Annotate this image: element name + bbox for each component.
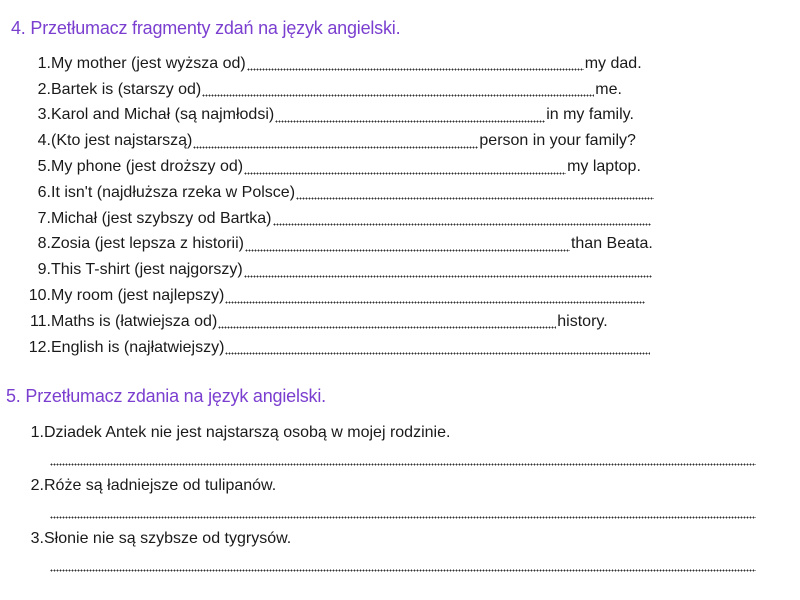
item-ending: my dad. bbox=[584, 54, 642, 72]
list-item bbox=[25, 180, 705, 206]
item-prompt: This T-shirt (jest najgorszy) bbox=[51, 261, 243, 279]
list-item bbox=[25, 51, 705, 77]
answer-blank[interactable] bbox=[245, 237, 570, 252]
item-number: 2. bbox=[37, 80, 51, 98]
item-number: 2. bbox=[30, 477, 44, 494]
answer-blank[interactable] bbox=[273, 211, 651, 226]
item-number: 12. bbox=[28, 338, 51, 356]
answer-blank[interactable] bbox=[225, 289, 645, 304]
item-number: 9. bbox=[37, 261, 51, 279]
item-prompt: Maths is (łatwiejsza od) bbox=[51, 312, 218, 330]
list-item bbox=[25, 128, 705, 154]
list-item bbox=[25, 283, 705, 309]
answer-blank[interactable] bbox=[244, 263, 652, 278]
item-number: 11. bbox=[29, 312, 51, 330]
sentence-text: Dziadek Antek nie jest najstarszą osobą w mojej rodzinie. bbox=[44, 424, 451, 441]
item-prompt: It isn't (najdłuższa rzeka w Polsce) bbox=[51, 183, 296, 201]
item-number: 3. bbox=[30, 530, 44, 547]
answer-blank[interactable] bbox=[202, 82, 594, 97]
list-item bbox=[25, 103, 705, 129]
item-prompt: My phone (jest droższy od) bbox=[51, 158, 244, 176]
item-ending: my laptop. bbox=[567, 158, 641, 176]
item-number: 7. bbox=[37, 209, 51, 227]
item-ending: me. bbox=[595, 80, 622, 98]
answer-line[interactable] bbox=[50, 568, 756, 572]
list-item bbox=[25, 77, 705, 103]
list-item bbox=[25, 206, 705, 232]
item-prompt: (Kto jest najstarszą) bbox=[51, 132, 193, 150]
item-prompt: English is (najłatwiejszy) bbox=[51, 338, 225, 356]
answer-blank[interactable] bbox=[296, 185, 654, 200]
item-ending: than Beata. bbox=[570, 235, 653, 253]
answer-blank[interactable] bbox=[218, 314, 556, 329]
item-ending: history. bbox=[557, 312, 608, 330]
item-number: 6. bbox=[37, 183, 51, 201]
sentence-text: Słonie nie są szybsze od tygrysów. bbox=[44, 530, 292, 547]
item-prompt: Bartek is (starszy od) bbox=[51, 80, 202, 98]
list-item bbox=[25, 335, 705, 361]
exercise-4-title: 4. Przetłumacz fragmenty zdań na język angielski. bbox=[11, 18, 401, 38]
item-ending: person in your family? bbox=[479, 132, 636, 150]
item-number: 3. bbox=[37, 106, 51, 124]
item-number: 10. bbox=[28, 287, 51, 305]
item-prompt: Karol and Michał (są najmłodsi) bbox=[51, 106, 275, 124]
list-item bbox=[25, 154, 705, 180]
list-item bbox=[28, 477, 768, 530]
item-number: 1. bbox=[30, 424, 44, 441]
item-number: 4. bbox=[37, 132, 51, 150]
list-item bbox=[28, 530, 768, 583]
answer-line[interactable] bbox=[50, 515, 756, 519]
answer-blank[interactable] bbox=[247, 56, 584, 71]
sentence-text: Róże są ładniejsze od tulipanów. bbox=[44, 477, 277, 494]
exercise-5-list bbox=[28, 424, 768, 583]
answer-line[interactable] bbox=[50, 462, 756, 466]
answer-blank[interactable] bbox=[244, 160, 566, 175]
exercise-4-list bbox=[25, 51, 705, 361]
sentence bbox=[28, 477, 768, 495]
item-prompt: Zosia (jest lepsza z historii) bbox=[51, 235, 244, 253]
list-item bbox=[25, 257, 705, 283]
item-number: 5. bbox=[37, 158, 51, 176]
answer-blank[interactable] bbox=[275, 108, 545, 123]
answer-blank[interactable] bbox=[225, 340, 650, 355]
item-prompt: My room (jest najlepszy) bbox=[51, 287, 225, 305]
item-prompt: Michał (jest szybszy od Bartka) bbox=[51, 209, 272, 227]
item-number: 1. bbox=[37, 54, 51, 72]
item-prompt: My mother (jest wyższa od) bbox=[51, 54, 246, 72]
sentence bbox=[28, 424, 768, 442]
sentence bbox=[28, 530, 768, 548]
item-ending: in my family. bbox=[546, 106, 634, 124]
answer-blank[interactable] bbox=[193, 134, 478, 149]
list-item bbox=[25, 309, 705, 335]
exercise-5-title: 5. Przetłumacz zdania na język angielski. bbox=[6, 386, 326, 406]
list-item bbox=[25, 232, 705, 258]
item-number: 8. bbox=[37, 235, 51, 253]
list-item bbox=[28, 424, 768, 477]
